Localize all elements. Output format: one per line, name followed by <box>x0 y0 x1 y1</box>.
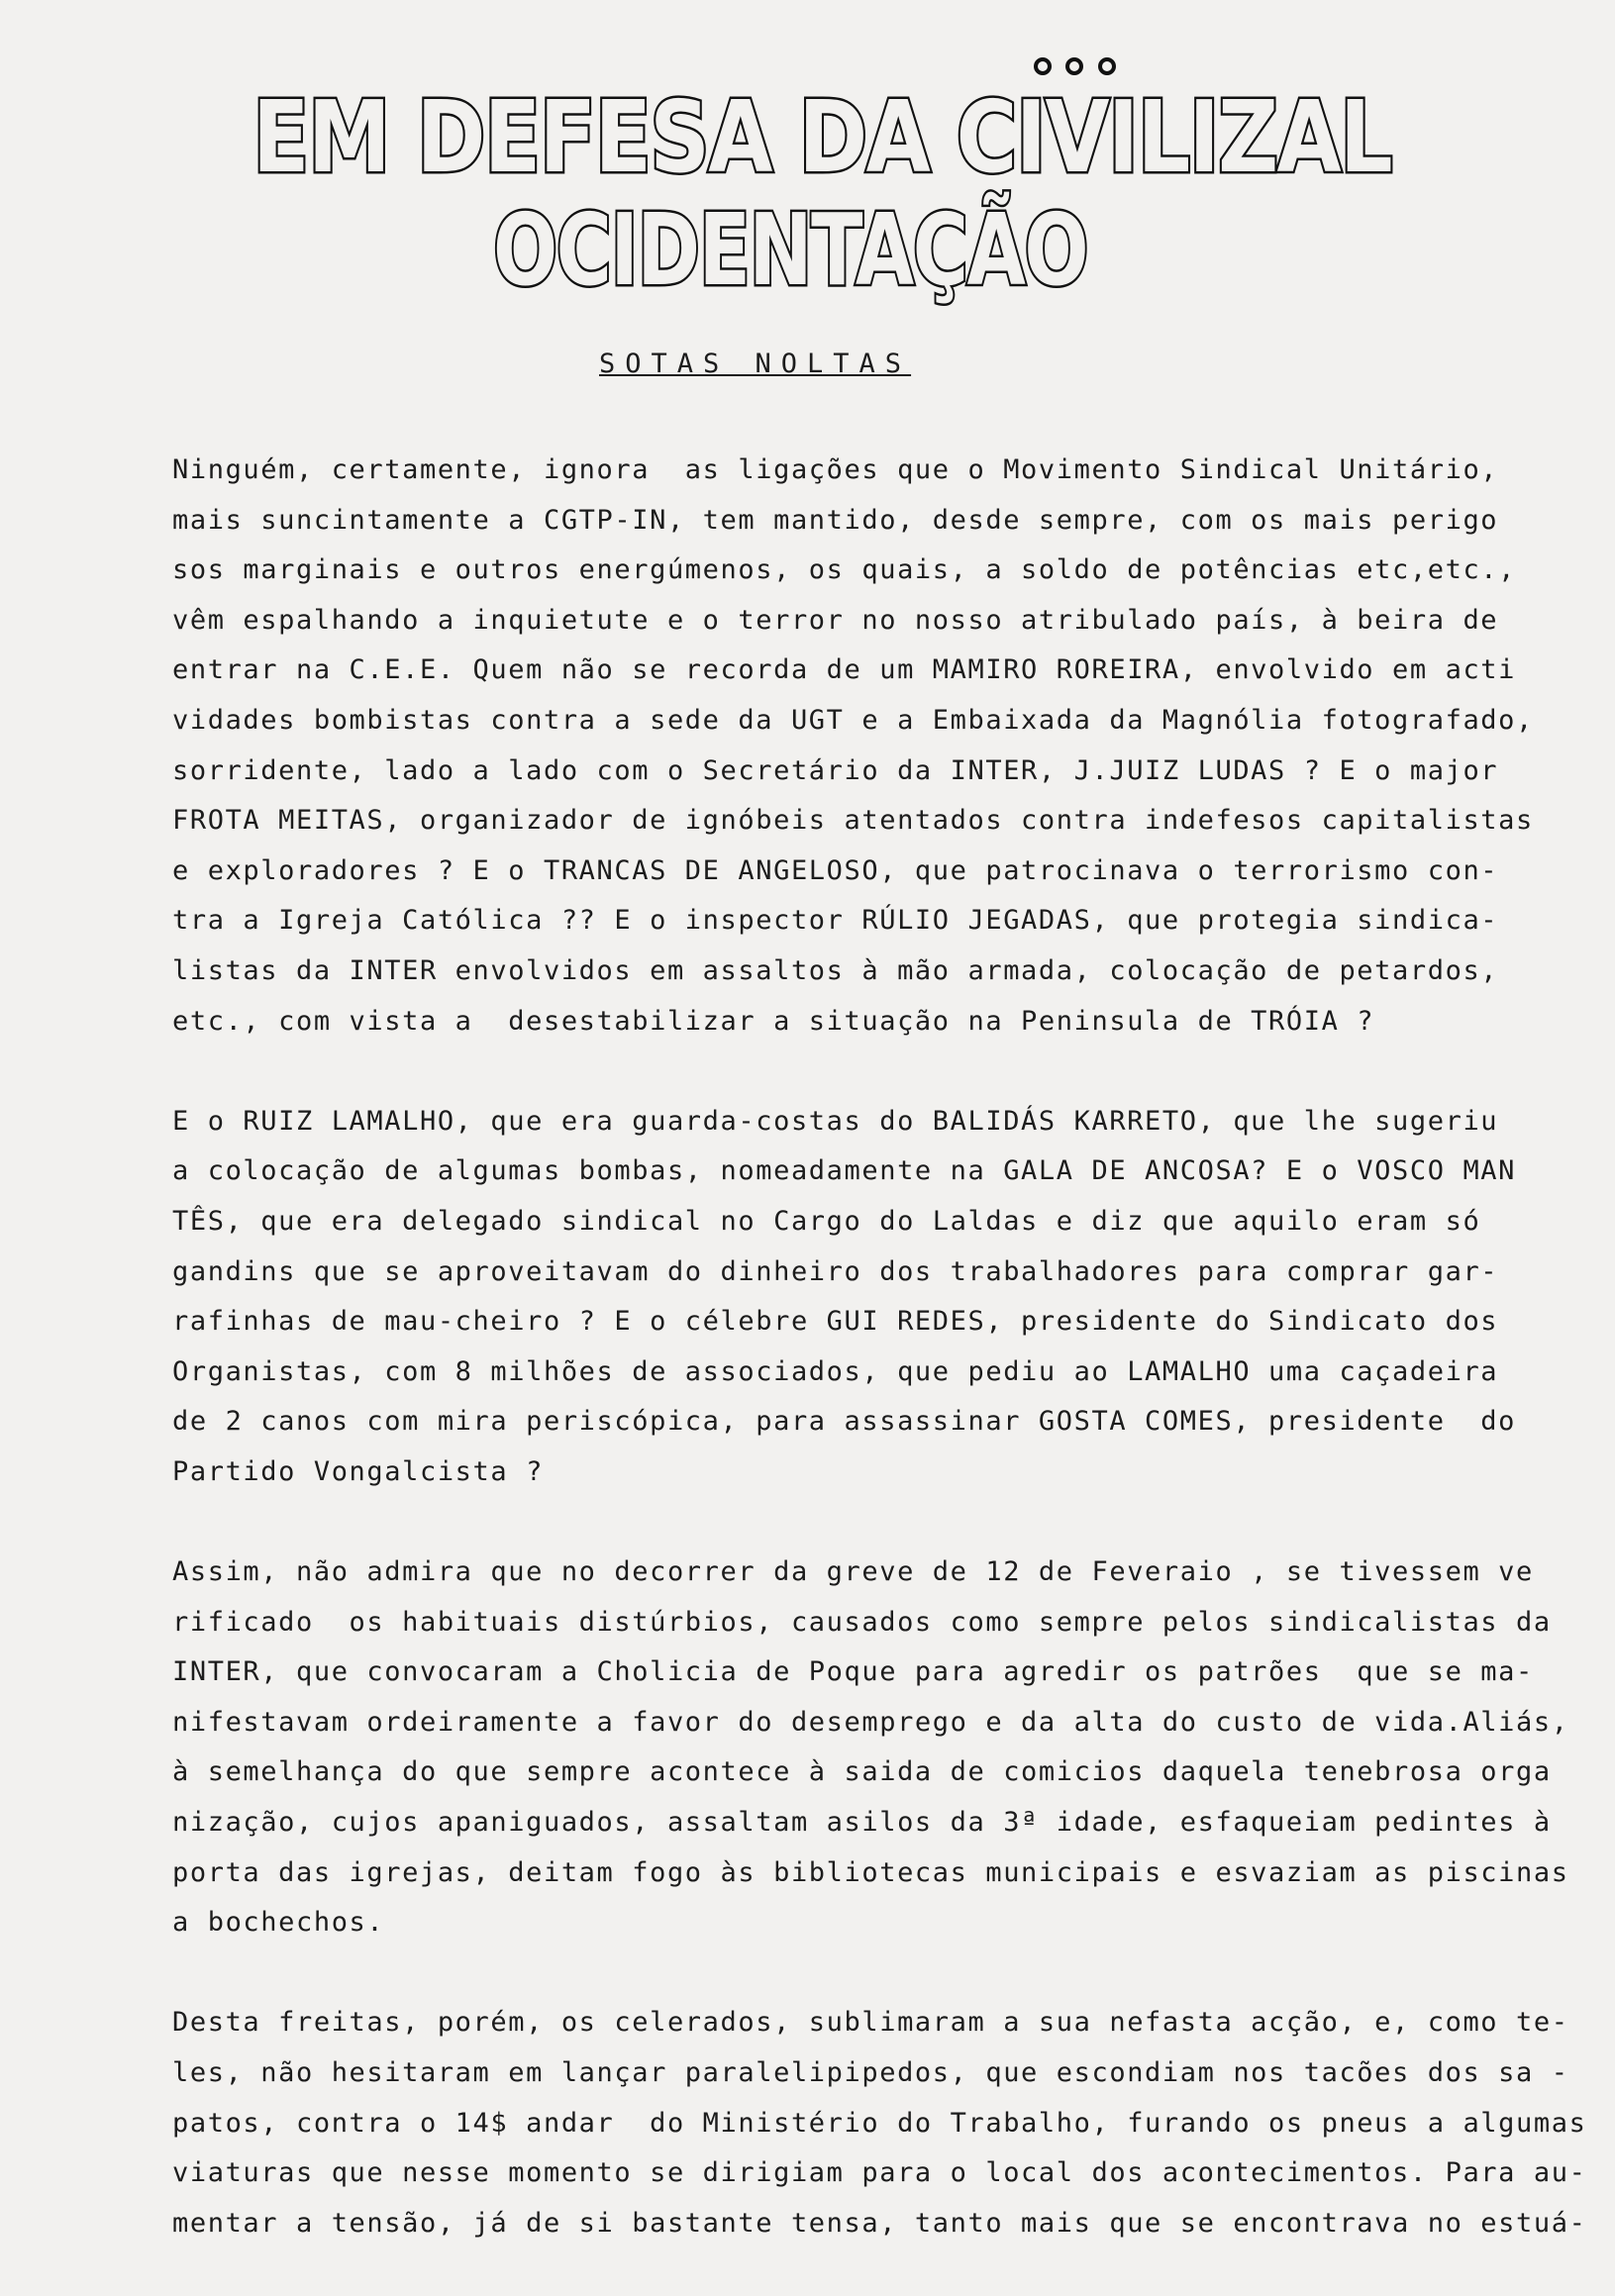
paragraph-2 <box>172 1097 1517 1498</box>
text-line: mentar a tensão, já de si bastante tensa, tanto mais que se encontrava no estuá- <box>172 2207 1587 2239</box>
text-line: les, não hesitaram em lançar paralelipipedos, que escondiam nos tacões dos sa - <box>172 2057 1569 2088</box>
text-line: sorridente, lado a lado com o Secretário da INTER, J.JUIZ LUDAS ? E o major <box>172 754 1499 786</box>
text-line: nização, cujos apaniguados, assaltam asilos da 3ª idade, esfaqueiam pedintes à <box>172 1807 1552 1839</box>
text-line: rafinhas de mau-cheiro ? E o célebre GUI REDES, presidente do Sindicato dos <box>172 1306 1499 1338</box>
title-line-1: EM DEFESA DA CIVILIZAL <box>252 79 1391 195</box>
paragraph-4 <box>172 1998 1587 2248</box>
text-line: tra a Igreja Católica ?? E o inspector RÚLIO JEGADAS, que protegia sindica- <box>172 905 1499 937</box>
text-line: vidades bombistas contra a sede da UGT e a Embaixada da Magnólia fotografado, <box>172 704 1534 736</box>
text-line: patos, contra o 14$ andar do Ministério do Trabalho, furando os pneus a algumas <box>172 2107 1587 2139</box>
ornament-dot <box>1100 59 1114 73</box>
text-line: mais suncintamente a CGTP-IN, tem mantido, desde sempre, com os mais perigo <box>172 504 1499 536</box>
text-line: porta das igrejas, deitam fogo às bibliotecas municipais e esvaziam as piscinas <box>172 1856 1569 1888</box>
text-line: de 2 canos com mira periscópica, para assassinar GOSTA COMES, presidente do <box>172 1406 1517 1438</box>
paragraph-1 <box>172 446 1534 1047</box>
text-line: vêm espalhando a inquietute e o terror no nosso atribulado país, à beira de <box>172 604 1499 636</box>
text-line: etc., com vista a desestabilizar a situação na Peninsula de TRÓIA ? <box>172 1005 1375 1037</box>
text-line: Organistas, com 8 milhões de associados, que pediu ao LAMALHO uma caçadeira <box>172 1355 1499 1387</box>
paragraph-3 <box>172 1547 1569 1948</box>
text-line: a colocação de algumas bombas, nomeadamente na GALA DE ANCOSA? E o VOSCO MAN <box>172 1155 1517 1187</box>
text-line: listas da INTER envolvidos em assaltos à mão armada, colocação de petardos, <box>172 954 1499 986</box>
text-line: nifestavam ordeiramente a favor do desemprego e da alta do custo de vida.Aliás, <box>172 1706 1569 1738</box>
text-line: rificado os habituais distúrbios, causados como sempre pelos sindicalistas da <box>172 1606 1552 1638</box>
ornament-dot <box>1067 59 1081 73</box>
text-line: FROTA MEITAS, organizador de ignóbeis atentados contra indefesos capitalistas <box>172 805 1534 837</box>
text-line: entrar na C.E.E. Quem não se recorda de um MAMIRO ROREIRA, envolvido em acti <box>172 654 1517 686</box>
body-text <box>172 446 1587 2248</box>
text-line: gandins que se aproveitavam do dinheiro dos trabalhadores para comprar gar- <box>172 1255 1499 1287</box>
text-line: E o RUIZ LAMALHO, que era guarda-costas do BALIDÁS KARRETO, que lhe sugeriu <box>172 1105 1499 1137</box>
ornament-dot <box>1036 59 1050 73</box>
text-line: Partido Vongalcista ? <box>172 1455 544 1487</box>
title-line-2: OCIDENTAÇÃO <box>493 192 1087 308</box>
masthead-bubble-lettering <box>238 54 1406 332</box>
masthead <box>238 54 1406 332</box>
text-line: Ninguém, certamente, ignora as ligações que o Movimento Sindical Unitário, <box>172 454 1499 485</box>
text-line: Desta freitas, porém, os celerados, sublimaram a sua nefasta acção, e, como te- <box>172 2007 1569 2039</box>
text-line: e exploradores ? E o TRANCAS DE ANGELOSO, que patrocinava o terrorismo con- <box>172 854 1499 886</box>
text-line: TÊS, que era delegado sindical no Cargo do Laldas e diz que aquilo eram só <box>172 1205 1481 1237</box>
text-line: sos marginais e outros energúmenos, os quais, a soldo de potências etc,etc., <box>172 554 1517 586</box>
text-line: a bochechos. <box>172 1907 385 1939</box>
text-line: INTER, que convocaram a Cholicia de Poque para agredir os patrões que se ma- <box>172 1656 1534 1688</box>
subtitle: SOTAS NOLTAS <box>599 349 912 379</box>
text-line: viaturas que nesse momento se dirigiam para o local dos acontecimentos. Para au- <box>172 2157 1587 2189</box>
text-line: à semelhança do que sempre acontece à saida de comicios daquela tenebrosa orga <box>172 1756 1552 1788</box>
text-line: Assim, não admira que no decorrer da greve de 12 de Feveraio , se tivessem ve <box>172 1556 1534 1588</box>
